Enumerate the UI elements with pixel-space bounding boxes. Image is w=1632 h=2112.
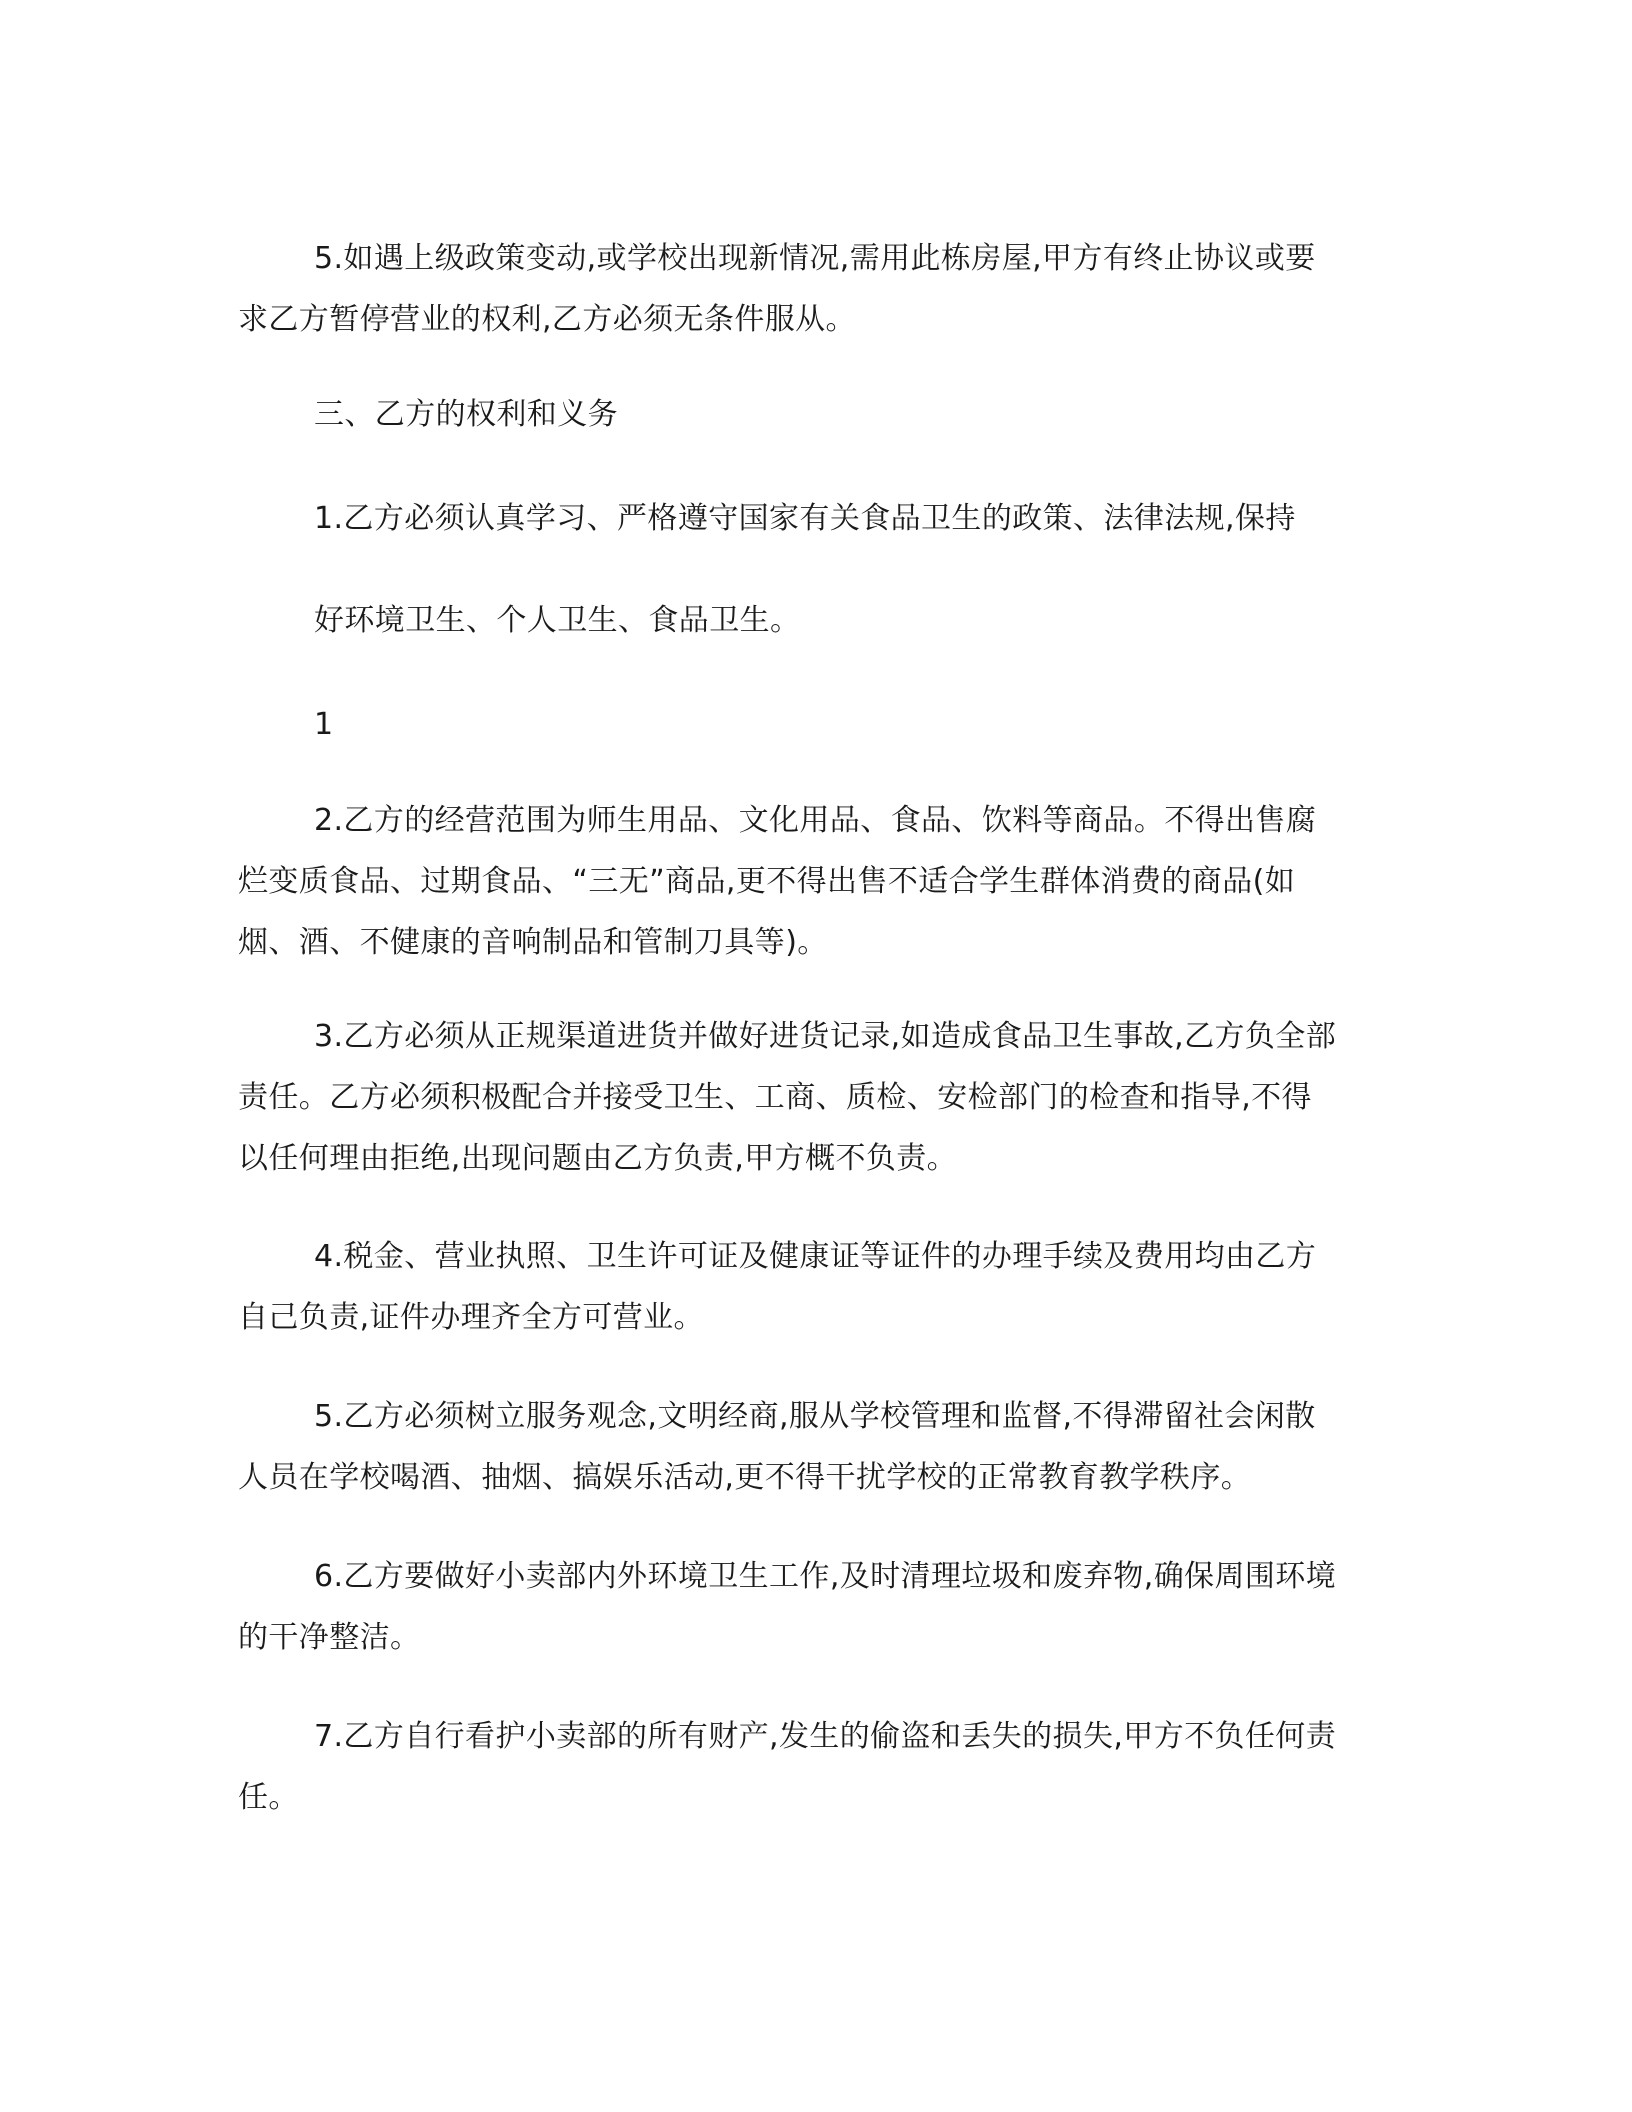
text-line: 1.乙方必须认真学习、严格遵守国家有关食品卫生的政策、法律法规,保持 xyxy=(314,501,1296,536)
text-line: 求乙方暂停营业的权利,乙方必须无条件服从。 xyxy=(238,302,856,337)
text-line: 三、乙方的权利和义务 xyxy=(314,397,618,432)
paragraph-environment xyxy=(238,1546,1398,1668)
text-line: 人员在学校喝酒、抽烟、搞娱乐活动,更不得干扰学校的正常教育教学秩序。 xyxy=(238,1460,1252,1495)
page-number xyxy=(314,694,1398,755)
text-line: 自己负责,证件办理齐全方可营业。 xyxy=(238,1300,704,1335)
paragraph-hygiene-second-line xyxy=(314,590,1398,651)
text-line: 责任。乙方必须积极配合并接受卫生、工商、质检、安检部门的检查和指导,不得 xyxy=(238,1080,1312,1115)
text-line: 4.税金、营业执照、卫生许可证及健康证等证件的办理手续及费用均由乙方 xyxy=(314,1239,1317,1274)
paragraph-service-concept xyxy=(238,1386,1398,1508)
paragraph-tax-licenses xyxy=(238,1226,1398,1348)
text-line: 1 xyxy=(314,707,334,742)
text-line: 7.乙方自行看护小卖部的所有财产,发生的偷盗和丢失的损失,甲方不负任何责 xyxy=(314,1719,1337,1754)
text-line: 好环境卫生、个人卫生、食品卫生。 xyxy=(314,603,801,638)
paragraph-business-scope xyxy=(238,790,1398,973)
text-line: 烟、酒、不健康的音响制品和管制刀具等)。 xyxy=(238,925,828,960)
text-line: 任。 xyxy=(238,1780,299,1815)
paragraph-hygiene-first-line xyxy=(314,488,1398,549)
text-line: 3.乙方必须从正规渠道进货并做好进货记录,如造成食品卫生事故,乙方负全部 xyxy=(314,1019,1337,1054)
paragraph-supply-channel xyxy=(238,1006,1398,1189)
section-heading xyxy=(314,384,1398,445)
paragraph-policy-change xyxy=(238,228,1398,350)
text-line: 烂变质食品、过期食品、“三无”商品,更不得出售不适合学生群体消费的商品(如 xyxy=(238,864,1296,899)
text-line: 以任何理由拒绝,出现问题由乙方负责,甲方概不负责。 xyxy=(238,1141,958,1176)
text-line: 的干净整洁。 xyxy=(238,1620,421,1655)
paragraph-property xyxy=(238,1706,1398,1828)
text-line: 6.乙方要做好小卖部内外环境卫生工作,及时清理垃圾和废弃物,确保周围环境 xyxy=(314,1559,1337,1594)
text-line: 2.乙方的经营范围为师生用品、文化用品、食品、饮料等商品。不得出售腐 xyxy=(314,803,1317,838)
text-line: 5.如遇上级政策变动,或学校出现新情况,需用此栋房屋,甲方有终止协议或要 xyxy=(314,241,1316,276)
text-line: 5.乙方必须树立服务观念,文明经商,服从学校管理和监督,不得滞留社会闲散 xyxy=(314,1399,1316,1434)
